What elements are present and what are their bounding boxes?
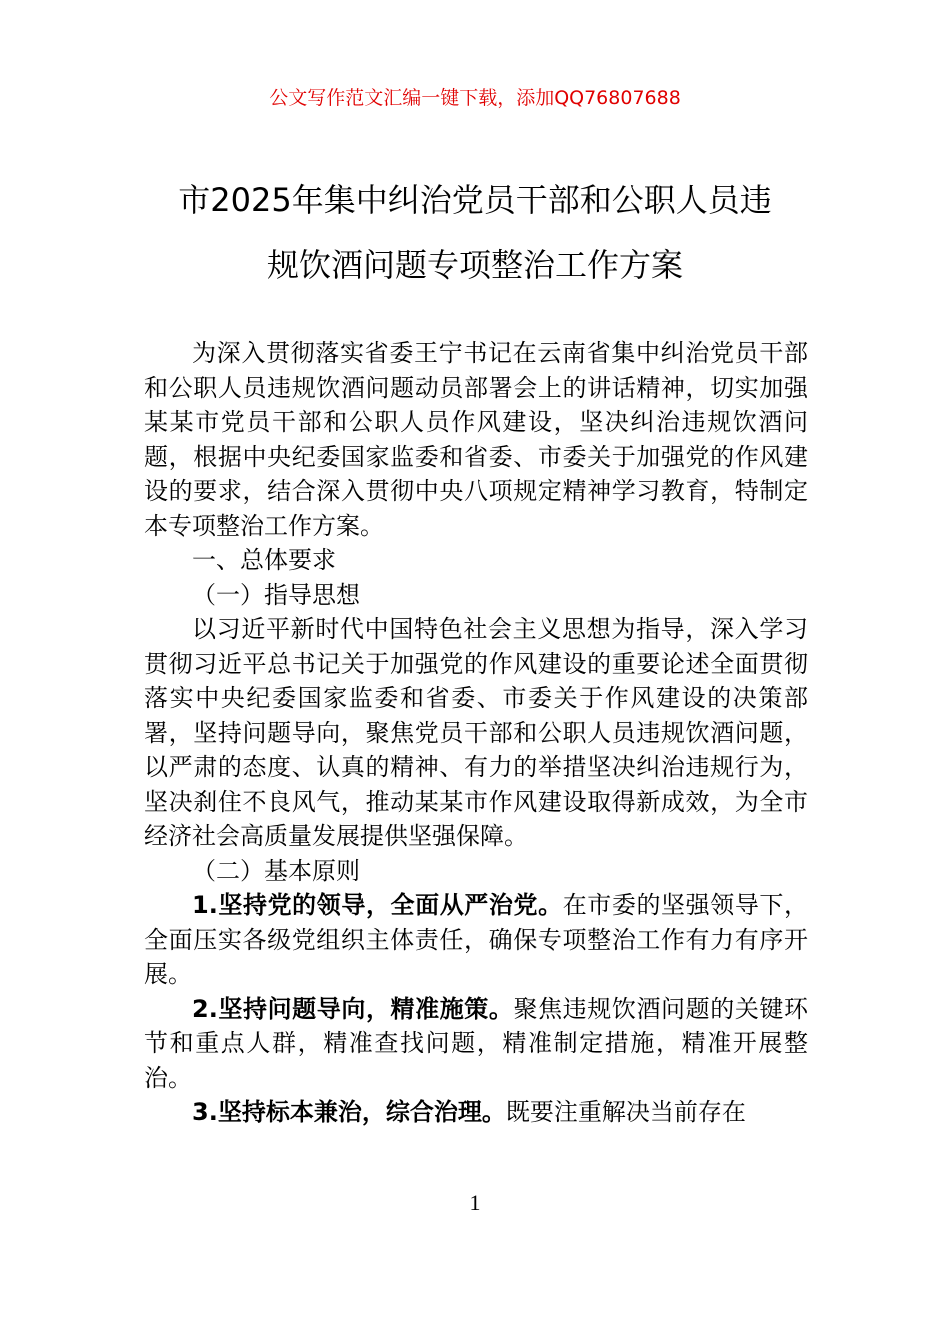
principle-2-title: 2.坚持问题导向，精准施策。 [192, 994, 514, 1023]
page-number: 1 [469, 1190, 481, 1215]
principle-2-text: 聚焦违规饮酒问题的关键环节和重点人群，精准查找问题，精准制定措施，精准开展整治。 [144, 994, 808, 1092]
intro-paragraph: 为深入贯彻落实省委王宁书记在云南省集中纠治党员干部和公职人员违规饮酒问题动员部署会上的讲话精神，切实加强某某市党员干部和公职人员作风建设，坚决纠治违规饮酒问题，根据中央纪委国家监委和省委、市委关于加强党的作风建设的要求，结合深入贯彻中央八项规定精神学习教育，特制定本专项整治工作方案。 [144, 339, 808, 540]
principle-2 [144, 992, 808, 1096]
title-line-1: 市2025年集中纠治党员干部和公职人员违 [178, 181, 772, 219]
document-body [144, 336, 808, 1130]
principle-1-title: 1.坚持党的领导，全面从严治党。 [192, 891, 563, 919]
document-title [100, 168, 850, 298]
guiding-paragraph: 以习近平新时代中国特色社会主义思想为指导，深入学习贯彻习近平总书记关于加强党的作风建设的重要论述全面贯彻落实中央纪委国家监委和省委、市委关于作风建设的决策部署，坚持问题导向，聚焦党员干部和公职人员违规饮酒问题，以严肃的态度、认真的精神、有力的举措坚决纠治违规行为，坚决刹住不良风气，推动某某市作风建设取得新成效，为全市经济社会高质量发展提供坚强保障。 [144, 615, 808, 850]
principle-3-title: 3.坚持标本兼治，综合治理。 [192, 1098, 506, 1126]
subsection-heading-2: （二）基本原则 [192, 856, 360, 885]
principle-1-text: 在市委的坚强领导下，全面压实各级党组织主体责任，确保专项整治工作有力有序开展。 [144, 891, 809, 988]
section-heading-1: 一、总体要求 [192, 546, 336, 574]
title-line-2: 规饮酒问题专项整治工作方案 [266, 246, 683, 284]
principle-1 [144, 888, 808, 992]
subsection-heading-1: （一）指导思想 [192, 580, 360, 609]
principle-3-text: 既要注重解决当前存在 [505, 1098, 746, 1126]
principle-3 [144, 1095, 808, 1130]
header-note: 公文写作范文汇编一键下载，添加QQ76807688 [269, 87, 681, 109]
